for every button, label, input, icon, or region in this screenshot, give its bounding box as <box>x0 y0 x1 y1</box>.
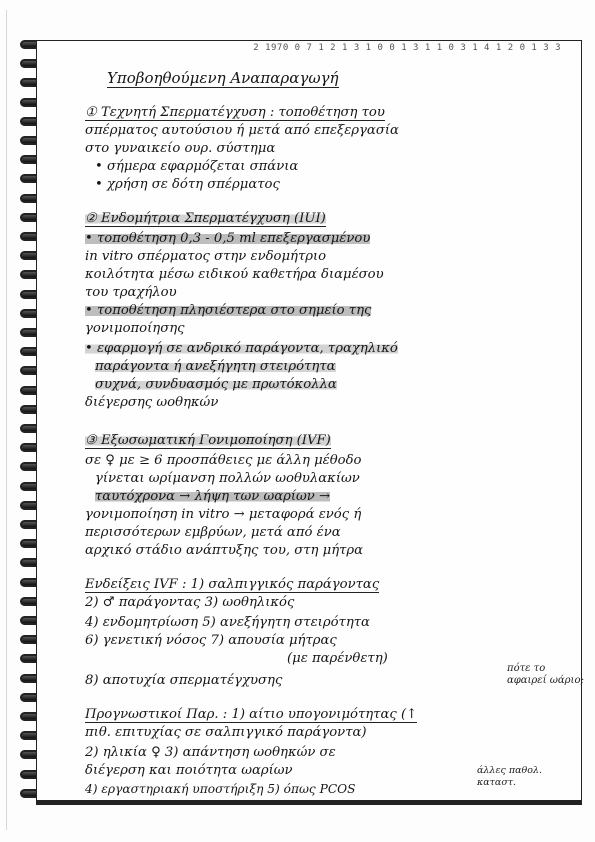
side-note-factors: άλλες παθολ. καταστ. <box>477 765 543 788</box>
page-edge-line <box>6 10 7 830</box>
side-note-indications: πότε το αφαιρεί ωάριο; <box>507 663 584 686</box>
section-3-line: ταυτόχρονα → λήψη των ωαρίων → <box>95 489 331 504</box>
indications-line: (με παρένθετη) <box>287 651 388 666</box>
section-1-bullet: • χρήση σε δότη σπέρματος <box>95 177 280 192</box>
factors-title: Προγνωστικοί Παρ. : 1) αίτιο υπογονιμότητας (↑ <box>85 707 418 722</box>
section-1-bullet: • σήμερα εφαρμόζεται σπάνια <box>95 159 299 174</box>
section-1-line: σπέρματος αυτούσιου ή μετά από επεξεργασία <box>85 123 399 138</box>
section-3-line: περισσότερων εμβρύων, μετά από ένα <box>85 525 341 540</box>
indications-line: 8) αποτυχία σπερματέγχυσης <box>85 673 283 688</box>
section-2-line: του τραχήλου <box>85 285 177 300</box>
section-3-line: γονιμοποίηση in vitro → μεταφορά ενός ή <box>85 507 362 522</box>
factors-line: 2) ηλικία ♀ 3) απάντηση ωοθηκών σε <box>85 745 336 760</box>
section-2-line: • εφαρμογή σε ανδρικό παράγοντα, τραχηλικό <box>85 341 398 356</box>
section-2-line: • τοποθέτηση πλησιέστερα στο σημείο της <box>85 303 372 318</box>
section-2-line: παράγοντα ή ανεξήγητη στειρότητα <box>95 359 336 374</box>
indications-line: 2) ♂ παράγοντας 3) ωοθηλικός <box>85 595 295 610</box>
factors-line: πιθ. επιτυχίας σε σαλπιγγικό παράγοντα) <box>85 725 367 740</box>
section-2-title: ② Ενδομήτρια Σπερματέγχυση (IUI) <box>85 211 326 226</box>
indications-line: 6) γενετική νόσος 7) απουσία μήτρας <box>85 633 337 648</box>
section-1-title: ① Τεχνητή Σπερματέγχυση : τοποθέτηση του <box>85 105 385 120</box>
page-bottom-edge <box>37 800 581 804</box>
section-2-line: • τοποθέτηση 0,3 - 0,5 ml επεξεργασμένου <box>85 231 371 246</box>
factors-line: 4) εργαστηριακή υποστήριξη 5) όπως PCOS <box>85 782 356 796</box>
section-3-line: σε ♀ με ≥ 6 προσπάθειες με άλλη μέθοδο <box>85 453 362 468</box>
section-2-line: in vitro σπέρματος στην ενδομήτριο <box>85 249 327 264</box>
section-3-line: αρχικό στάδιο ανάπτυξης του, στη μήτρα <box>85 543 364 558</box>
section-2-line: γονιμοποίησης <box>85 321 185 336</box>
section-3-title: ③ Εξωσωματική Γονιμοποίηση (IVF) <box>85 433 331 448</box>
section-2-line: κοιλότητα μέσω ειδικού καθετήρα διαμέσου <box>85 267 384 282</box>
page-title: Υποβοηθούμενη Αναπαραγωγή <box>107 69 339 87</box>
section-1-line: στο γυναικείο ουρ. σύστημα <box>85 141 276 156</box>
header-stamp: 2 1970 0 7 1 2 1 3 1 0 0 1 3 1 1 0 3 1 4 1 2 0 1 3 3 <box>253 43 561 53</box>
section-2-line: διέγερσης ωοθηκών <box>85 395 219 410</box>
section-2-line: συχνά, συνδυασμός με πρωτόκολλα <box>95 377 337 392</box>
indications-title: Ενδείξεις IVF : 1) σαλπιγγικός παράγοντας <box>85 577 380 592</box>
notebook-sheet <box>36 40 582 805</box>
section-3-line: γίνεται ωρίμανση πολλών ωοθυλακίων <box>95 471 360 486</box>
indications-line: 4) ενδομητρίωση 5) ανεξήγητη στειρότητα <box>85 615 370 630</box>
factors-line: διέγερση και ποιότητα ωαρίων <box>85 763 293 778</box>
